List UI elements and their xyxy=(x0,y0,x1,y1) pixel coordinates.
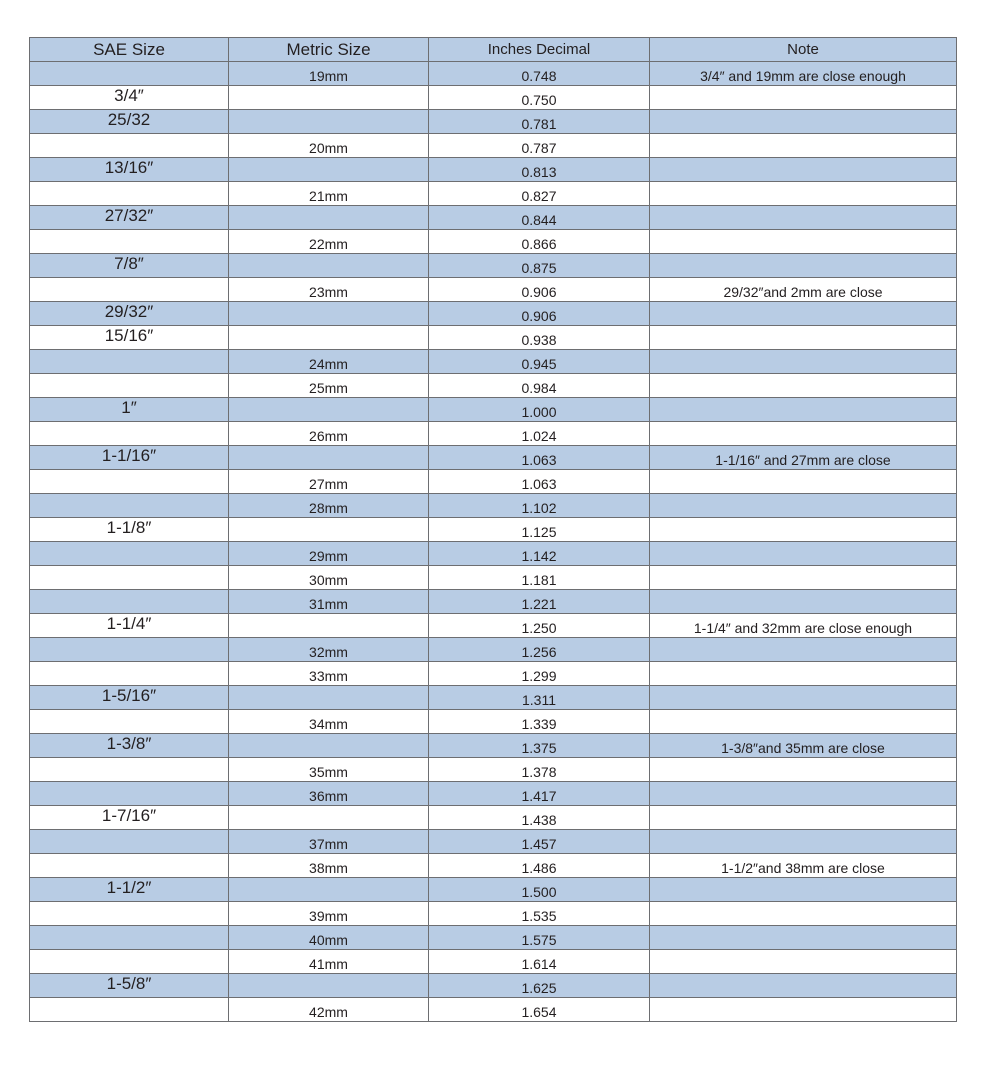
sae-size-cell: 1-5/8″ xyxy=(30,974,229,998)
metric-size-cell: 30mm xyxy=(229,566,429,590)
metric-size-cell xyxy=(229,206,429,230)
header-inches-decimal: Inches Decimal xyxy=(429,38,650,62)
note-cell xyxy=(650,422,957,446)
inches-decimal-cell: 1.024 xyxy=(429,422,650,446)
note-cell: 3/4″ and 19mm are close enough xyxy=(650,62,957,86)
metric-size-cell: 31mm xyxy=(229,590,429,614)
inches-decimal-cell: 1.438 xyxy=(429,806,650,830)
table-row xyxy=(30,590,957,614)
table-row xyxy=(30,62,957,86)
sae-size-cell xyxy=(30,374,229,398)
metric-size-cell: 41mm xyxy=(229,950,429,974)
metric-size-cell xyxy=(229,302,429,326)
sae-size-cell xyxy=(30,278,229,302)
inches-decimal-cell: 1.417 xyxy=(429,782,650,806)
inches-decimal-cell: 0.984 xyxy=(429,374,650,398)
note-cell xyxy=(650,350,957,374)
metric-size-cell xyxy=(229,518,429,542)
note-cell xyxy=(650,182,957,206)
inches-decimal-cell: 0.875 xyxy=(429,254,650,278)
inches-decimal-cell: 1.063 xyxy=(429,446,650,470)
metric-size-cell xyxy=(229,614,429,638)
sae-size-cell xyxy=(30,542,229,566)
sae-size-cell: 1-1/4″ xyxy=(30,614,229,638)
note-cell xyxy=(650,926,957,950)
inches-decimal-cell: 1.457 xyxy=(429,830,650,854)
metric-size-cell: 21mm xyxy=(229,182,429,206)
metric-size-cell xyxy=(229,110,429,134)
inches-decimal-cell: 1.625 xyxy=(429,974,650,998)
metric-size-cell xyxy=(229,446,429,470)
table-row xyxy=(30,518,957,542)
inches-decimal-cell: 1.181 xyxy=(429,566,650,590)
inches-decimal-cell: 1.125 xyxy=(429,518,650,542)
inches-decimal-cell: 1.500 xyxy=(429,878,650,902)
inches-decimal-cell: 1.654 xyxy=(429,998,650,1022)
table-row xyxy=(30,302,957,326)
metric-size-cell: 26mm xyxy=(229,422,429,446)
sae-size-cell: 1-5/16″ xyxy=(30,686,229,710)
metric-size-cell xyxy=(229,326,429,350)
sae-size-cell xyxy=(30,470,229,494)
metric-size-cell: 22mm xyxy=(229,230,429,254)
table-row xyxy=(30,470,957,494)
header-note: Note xyxy=(650,38,957,62)
metric-size-cell xyxy=(229,686,429,710)
table-row xyxy=(30,662,957,686)
table-row xyxy=(30,206,957,230)
table-row xyxy=(30,854,957,878)
metric-size-cell xyxy=(229,878,429,902)
inches-decimal-cell: 0.938 xyxy=(429,326,650,350)
metric-size-cell: 19mm xyxy=(229,62,429,86)
sae-size-cell: 29/32″ xyxy=(30,302,229,326)
inches-decimal-cell: 1.378 xyxy=(429,758,650,782)
metric-size-cell: 28mm xyxy=(229,494,429,518)
table-row xyxy=(30,806,957,830)
inches-decimal-cell: 0.906 xyxy=(429,302,650,326)
inches-decimal-cell: 0.945 xyxy=(429,350,650,374)
note-cell: 1-3/8″and 35mm are close xyxy=(650,734,957,758)
sae-metric-conversion-table xyxy=(29,37,957,1022)
note-cell xyxy=(650,566,957,590)
table-row xyxy=(30,926,957,950)
table-row xyxy=(30,734,957,758)
sae-size-cell: 3/4″ xyxy=(30,86,229,110)
table-row xyxy=(30,254,957,278)
sae-size-cell xyxy=(30,902,229,926)
inches-decimal-cell: 1.250 xyxy=(429,614,650,638)
inches-decimal-cell: 0.781 xyxy=(429,110,650,134)
table-row xyxy=(30,950,957,974)
table-row xyxy=(30,974,957,998)
table-row xyxy=(30,326,957,350)
note-cell xyxy=(650,518,957,542)
sae-size-cell xyxy=(30,590,229,614)
metric-size-cell: 32mm xyxy=(229,638,429,662)
table-row xyxy=(30,878,957,902)
inches-decimal-cell: 0.906 xyxy=(429,278,650,302)
note-cell xyxy=(650,494,957,518)
table-row xyxy=(30,902,957,926)
note-cell xyxy=(650,782,957,806)
metric-size-cell: 23mm xyxy=(229,278,429,302)
note-cell xyxy=(650,110,957,134)
sae-size-cell xyxy=(30,494,229,518)
table-row xyxy=(30,494,957,518)
inches-decimal-cell: 0.866 xyxy=(429,230,650,254)
metric-size-cell xyxy=(229,806,429,830)
sae-size-cell xyxy=(30,998,229,1022)
note-cell xyxy=(650,710,957,734)
header-metric-size: Metric Size xyxy=(229,38,429,62)
metric-size-cell: 34mm xyxy=(229,710,429,734)
sae-size-cell: 27/32″ xyxy=(30,206,229,230)
note-cell xyxy=(650,902,957,926)
inches-decimal-cell: 0.844 xyxy=(429,206,650,230)
table-row xyxy=(30,134,957,158)
table-row xyxy=(30,566,957,590)
table-row xyxy=(30,686,957,710)
note-cell: 29/32″and 2mm are close xyxy=(650,278,957,302)
note-cell xyxy=(650,878,957,902)
metric-size-cell: 29mm xyxy=(229,542,429,566)
inches-decimal-cell: 1.102 xyxy=(429,494,650,518)
sae-size-cell: 7/8″ xyxy=(30,254,229,278)
sae-size-cell xyxy=(30,950,229,974)
note-cell xyxy=(650,254,957,278)
sae-size-cell: 15/16″ xyxy=(30,326,229,350)
metric-size-cell: 20mm xyxy=(229,134,429,158)
metric-size-cell xyxy=(229,734,429,758)
table-row xyxy=(30,86,957,110)
sae-size-cell xyxy=(30,830,229,854)
conversion-table-container xyxy=(29,37,956,1022)
header-row xyxy=(30,38,957,62)
sae-size-cell xyxy=(30,350,229,374)
metric-size-cell: 27mm xyxy=(229,470,429,494)
sae-size-cell xyxy=(30,662,229,686)
inches-decimal-cell: 1.311 xyxy=(429,686,650,710)
sae-size-cell: 1-1/2″ xyxy=(30,878,229,902)
note-cell xyxy=(650,326,957,350)
metric-size-cell: 35mm xyxy=(229,758,429,782)
table-row xyxy=(30,614,957,638)
sae-size-cell xyxy=(30,758,229,782)
metric-size-cell xyxy=(229,158,429,182)
inches-decimal-cell: 1.339 xyxy=(429,710,650,734)
inches-decimal-cell: 1.299 xyxy=(429,662,650,686)
inches-decimal-cell: 1.486 xyxy=(429,854,650,878)
note-cell xyxy=(650,230,957,254)
table-row xyxy=(30,158,957,182)
sae-size-cell xyxy=(30,710,229,734)
sae-size-cell xyxy=(30,134,229,158)
metric-size-cell xyxy=(229,398,429,422)
table-row xyxy=(30,182,957,206)
table-header xyxy=(30,38,957,62)
inches-decimal-cell: 0.827 xyxy=(429,182,650,206)
sae-size-cell: 1-1/8″ xyxy=(30,518,229,542)
note-cell xyxy=(650,974,957,998)
table-row xyxy=(30,374,957,398)
note-cell xyxy=(650,662,957,686)
inches-decimal-cell: 0.813 xyxy=(429,158,650,182)
metric-size-cell: 40mm xyxy=(229,926,429,950)
sae-size-cell: 25/32 xyxy=(30,110,229,134)
table-row xyxy=(30,542,957,566)
metric-size-cell: 38mm xyxy=(229,854,429,878)
table-row xyxy=(30,758,957,782)
table-row xyxy=(30,710,957,734)
note-cell: 1-1/4″ and 32mm are close enough xyxy=(650,614,957,638)
inches-decimal-cell: 1.535 xyxy=(429,902,650,926)
sae-size-cell xyxy=(30,422,229,446)
sae-size-cell xyxy=(30,854,229,878)
note-cell xyxy=(650,134,957,158)
note-cell xyxy=(650,998,957,1022)
table-row xyxy=(30,110,957,134)
note-cell: 1-1/2″and 38mm are close xyxy=(650,854,957,878)
metric-size-cell: 25mm xyxy=(229,374,429,398)
note-cell xyxy=(650,470,957,494)
inches-decimal-cell: 1.063 xyxy=(429,470,650,494)
metric-size-cell xyxy=(229,254,429,278)
note-cell xyxy=(650,542,957,566)
sae-size-cell xyxy=(30,62,229,86)
sae-size-cell xyxy=(30,782,229,806)
note-cell xyxy=(650,806,957,830)
note-cell xyxy=(650,758,957,782)
note-cell xyxy=(650,374,957,398)
note-cell xyxy=(650,638,957,662)
metric-size-cell xyxy=(229,974,429,998)
sae-size-cell: 13/16″ xyxy=(30,158,229,182)
metric-size-cell: 33mm xyxy=(229,662,429,686)
inches-decimal-cell: 1.000 xyxy=(429,398,650,422)
table-row xyxy=(30,422,957,446)
metric-size-cell xyxy=(229,86,429,110)
inches-decimal-cell: 0.748 xyxy=(429,62,650,86)
table-row xyxy=(30,638,957,662)
sae-size-cell: 1″ xyxy=(30,398,229,422)
table-row xyxy=(30,782,957,806)
note-cell xyxy=(650,830,957,854)
table-row xyxy=(30,350,957,374)
table-body xyxy=(30,62,957,1022)
note-cell xyxy=(650,86,957,110)
metric-size-cell: 24mm xyxy=(229,350,429,374)
table-row xyxy=(30,278,957,302)
metric-size-cell: 42mm xyxy=(229,998,429,1022)
table-row xyxy=(30,830,957,854)
metric-size-cell: 39mm xyxy=(229,902,429,926)
note-cell xyxy=(650,398,957,422)
note-cell xyxy=(650,590,957,614)
inches-decimal-cell: 0.750 xyxy=(429,86,650,110)
sae-size-cell xyxy=(30,926,229,950)
inches-decimal-cell: 1.614 xyxy=(429,950,650,974)
sae-size-cell xyxy=(30,230,229,254)
sae-size-cell: 1-7/16″ xyxy=(30,806,229,830)
note-cell xyxy=(650,686,957,710)
note-cell xyxy=(650,302,957,326)
inches-decimal-cell: 1.256 xyxy=(429,638,650,662)
metric-size-cell: 37mm xyxy=(229,830,429,854)
table-row xyxy=(30,398,957,422)
table-row xyxy=(30,230,957,254)
note-cell: 1-1/16″ and 27mm are close xyxy=(650,446,957,470)
sae-size-cell: 1-1/16″ xyxy=(30,446,229,470)
table-row xyxy=(30,446,957,470)
metric-size-cell: 36mm xyxy=(229,782,429,806)
inches-decimal-cell: 0.787 xyxy=(429,134,650,158)
inches-decimal-cell: 1.575 xyxy=(429,926,650,950)
sae-size-cell xyxy=(30,566,229,590)
table-row xyxy=(30,998,957,1022)
note-cell xyxy=(650,950,957,974)
header-sae-size: SAE Size xyxy=(30,38,229,62)
sae-size-cell xyxy=(30,638,229,662)
inches-decimal-cell: 1.221 xyxy=(429,590,650,614)
inches-decimal-cell: 1.375 xyxy=(429,734,650,758)
note-cell xyxy=(650,158,957,182)
note-cell xyxy=(650,206,957,230)
inches-decimal-cell: 1.142 xyxy=(429,542,650,566)
sae-size-cell xyxy=(30,182,229,206)
sae-size-cell: 1-3/8″ xyxy=(30,734,229,758)
